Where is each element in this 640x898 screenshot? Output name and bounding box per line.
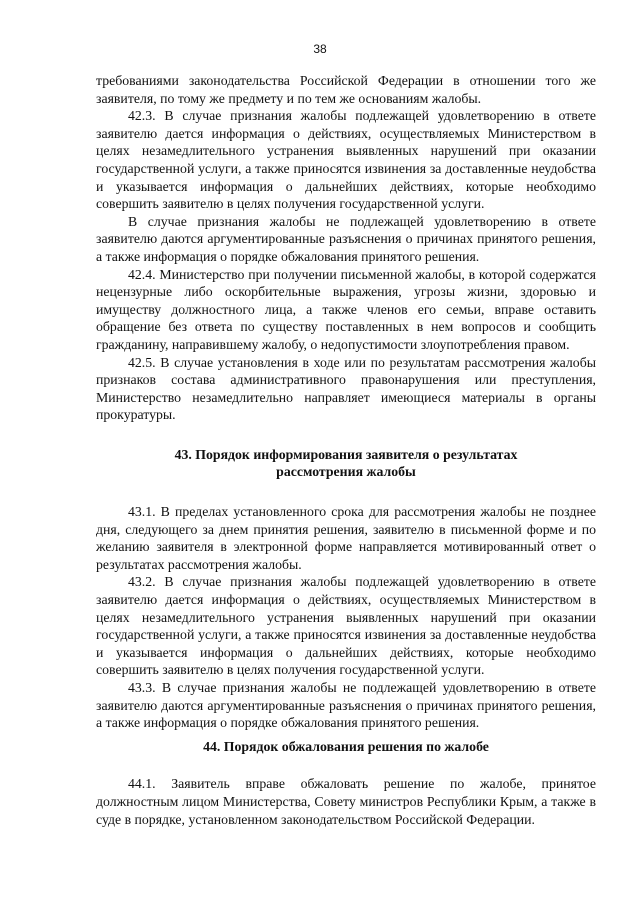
paragraph: В случае признания жалобы не подлежащей удовлетворению в ответе заявителю даются аргументированные разъяснения о причинах принятого решения, а также информация о порядке обжалования принятого решения. — [96, 213, 596, 264]
paragraph-43-3: 43.3. В случае признания жалобы не подлежащей удовлетворению в ответе заявителю даются аргументированные разъяснения о причинах принятого решения, а также информация о порядке обжалования принятого решения. — [96, 680, 596, 731]
paragraph-44-1: 44.1. Заявитель вправе обжаловать решение по жалобе, принятое должностным лицом Министерства, Совету министров Республики Крым, а также в суде в порядке, установленном законодательством Российской Федерации. — [96, 776, 596, 827]
page-number: 38 — [313, 42, 327, 56]
paragraph-43-1: 43.1. В пределах установленного срока для рассмотрения жалобы не позднее дня, следующего за днем принятия решения, заявителю в письменной форме и по желанию заявителя в электронной форме направляется мотивированный ответ о результатах рассмотрения жалобы. — [96, 504, 596, 572]
paragraph-42-3: 42.3. В случае признания жалобы подлежащей удовлетворению в ответе заявителю дается информация о действиях, осуществляемых Министерством в целях незамедлительного устранения выявленных нарушений при оказании государственной услуги, а также приносятся извинения за доставленные неудобства и указывается информация о дальнейших действиях, которые необходимо совершить заявителю в целях получения государственной услуги. — [96, 108, 596, 212]
paragraph-42-4: 42.4. Министерство при получении письменной жалобы, в которой содержатся нецензурные либо оскорбительные выражения, угрозы жизни, здоровью и имуществу должностного лица, а также членов его семьи, вправе оставить обращение без ответа по существу поставленных в нем вопросов и сообщить гражданину, направившему жалобу, о недопустимости злоупотребления правом. — [96, 266, 596, 352]
paragraph-43-2: 43.2. В случае признания жалобы подлежащей удовлетворению в ответе заявителю дается информация о действиях, осуществляемых Министерством в целях незамедлительного устранения выявленных нарушений при оказании государственной услуги, а также приносятся извинения за доставленные неудобства и указывается информация о дальнейших действиях, которые необходимо совершить заявителю в целях получения государственной услуги. — [96, 574, 596, 678]
section-43-heading-line2: рассмотрения жалобы — [276, 464, 416, 480]
section-43-heading — [96, 446, 596, 481]
paragraph-42-5: 42.5. В случае установления в ходе или по результатам рассмотрения жалобы признаков состава административного правонарушения или преступления, Министерство незамедлительно направляет имеющиеся материалы в органы прокуратуры. — [96, 354, 596, 423]
section-44-heading: 44. Порядок обжалования решения по жалобе — [203, 738, 489, 754]
section-43-heading-line1: 43. Порядок информирования заявителя о результатах — [174, 446, 518, 462]
paragraph: требованиями законодательства Российской Федерации в отношении того же заявителя, по тому же предмету и по тем же основаниям жалобы. — [96, 73, 596, 106]
document-body — [96, 72, 596, 828]
